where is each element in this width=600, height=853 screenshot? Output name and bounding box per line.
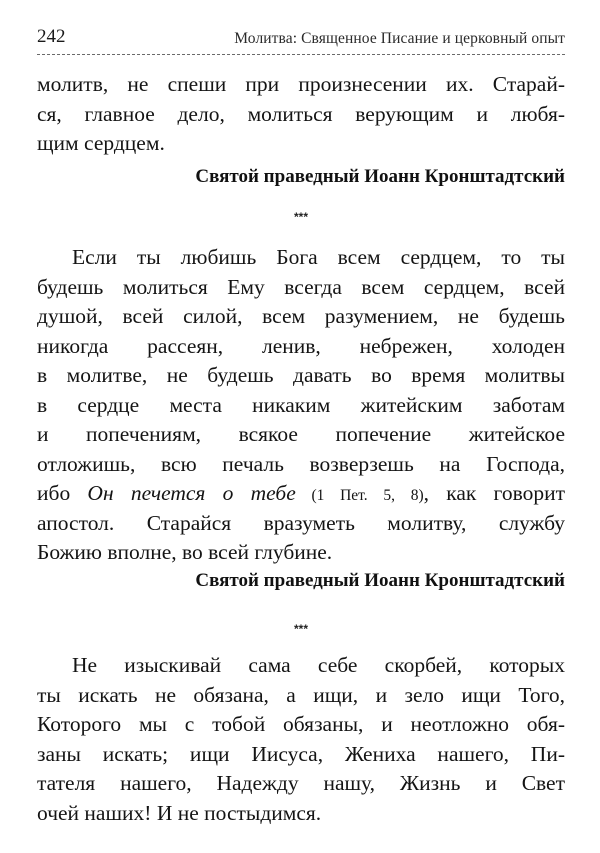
passage-2 (37, 243, 565, 568)
attribution-2: Святой праведный Иоанн Кронштадтский (195, 570, 565, 591)
scripture-quote: Он печется о тебе (87, 481, 296, 505)
passage-1-line: щим сердцем. (37, 131, 165, 155)
running-title: Молитва: Священное Писание и церковный опыт (234, 30, 565, 47)
passage-1-line: молитв, не спеши при произнесении их. Старай- (37, 72, 565, 96)
passage-2-line: и попечениям, всякое попечение житейское (37, 422, 565, 446)
section-separator: *** (293, 622, 308, 636)
passage-2-line: в молитве, не будешь давать во время молитвы (37, 363, 565, 387)
scripture-reference: (1 Пет. 5, 8) (295, 487, 424, 504)
passage-3-line: заны искать; ищи Иисуса, Жениха нашего, Пи- (37, 741, 565, 766)
passage-2-line: будешь молиться Ему всегда всем сердцем, всей (37, 274, 565, 299)
text-after-quote: , как говорит (423, 481, 565, 505)
text-before-quote: ибо (37, 481, 88, 505)
passage-2-line: в сердце места никаким житейским заботам (37, 392, 565, 417)
passage-3-line: ты искать не обязана, а ищи, и зело ищи Того, (37, 682, 565, 707)
attribution-1: Святой праведный Иоанн Кронштадтский (195, 166, 565, 187)
passage-2-line: душой, всей силой, всем разумением, не будешь (37, 304, 565, 328)
page-number: 242 (37, 26, 66, 47)
passage-1-line: ся, главное дело, молиться верующим и любя- (37, 101, 565, 126)
passage-1 (37, 70, 565, 159)
passage-2-line: апостол. Старайся вразуметь молитву, службу (37, 510, 565, 535)
passage-3-line: Которого мы с тобой обязаны, и неотложно обя- (37, 712, 565, 736)
passage-2-line-scripture (37, 479, 565, 509)
section-separator: *** (293, 210, 308, 224)
passage-3 (37, 651, 565, 828)
passage-3-line: Не изыскивай сама себе скорбей, которых (72, 653, 565, 677)
passage-2-line: Если ты любишь Бога всем сердцем, то ты (72, 245, 565, 269)
passage-3-line: тателя нашего, Надежду нашу, Жизнь и Свет (37, 771, 565, 795)
passage-3-line: очей наших! И не постыдимся. (37, 800, 322, 825)
running-head (37, 24, 565, 55)
passage-2-line: Божию вполне, во всей глубине. (37, 540, 333, 564)
passage-2-line: отложишь, всю печаль возверзешь на Господа, (37, 451, 565, 476)
passage-2-line: никогда рассеян, ленив, небрежен, холоден (37, 333, 565, 358)
